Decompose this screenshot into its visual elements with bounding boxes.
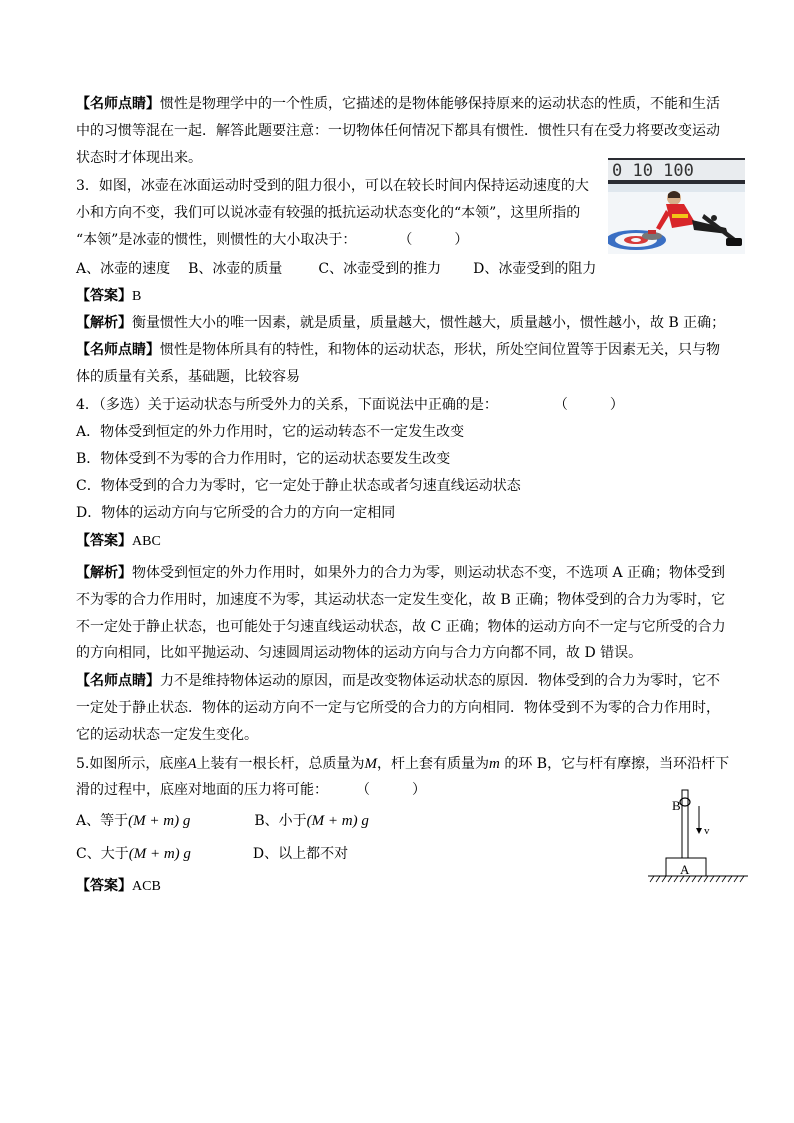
- q3-answer: 【答案】B: [76, 288, 142, 304]
- q3-option-d: D、冰壶受到的阻力: [473, 261, 597, 277]
- q3-option-b: B、冰壶的质量: [188, 261, 283, 277]
- tip-paragraph-line-2: 中的习惯等混在一起．解答此题要注意：一切物体任何情况下都具有惯性．惯性只有在受力将要改变运动: [76, 123, 720, 139]
- tip-label: 【名师点睛】: [76, 96, 160, 112]
- q4-stem: 4．（多选）关于运动状态与所受外力的关系，下面说法中正确的是： （ ）: [76, 397, 624, 413]
- q3-option-c: C、冰壶受到的推力: [318, 261, 442, 277]
- q5-option-c: C、大于(M + m) g: [76, 846, 191, 862]
- q3-stem-line-2: 小和方向不变，我们可以说冰壶有较强的抵抗运动状态变化的“本领”，这里所指的: [76, 205, 581, 221]
- q3-option-a: A、冰壶的速度: [76, 261, 171, 277]
- q5-options-row-1: [76, 811, 369, 831]
- q3-answer-bracket: （ ）: [405, 232, 469, 248]
- curling-photo: [608, 158, 745, 254]
- base-label: A: [680, 862, 690, 877]
- ring-label: B: [672, 798, 681, 813]
- q3-stem-line-1: 3．如图，冰壶在冰面运动时受到的阻力很小，可以在较长时间内保持运动速度的大: [76, 178, 589, 194]
- q5-option-d: D、以上都不对: [252, 846, 349, 862]
- tip-paragraph-line-1: 【名师点睛】惯性是物理学中的一个性质，它描述的是物体能够保持原来的运动状态的性质，不能和生活: [76, 96, 720, 112]
- rod-ring-diagram: [644, 786, 754, 886]
- q3-options: [76, 259, 596, 279]
- q5-answer-bracket: （ ）: [363, 782, 426, 798]
- q4-tip-line-1: 【名师点睛】力不是维持物体运动的原因，而是改变物体运动状态的原因．物体受到的合力为零时，它不: [76, 673, 720, 689]
- q4-tip-line-3: 它的运动状态一定发生变化。: [76, 727, 258, 743]
- q4-analysis-line-2: 不为零的合力作用时，加速度不为零，其运动状态一定发生变化，故 B 正确；物体受到的合力为零时，它: [76, 592, 726, 608]
- q5-options-row-2: [76, 844, 348, 864]
- q4-option-d: D．物体的运动方向与它所受的合力的方向一定相同: [76, 505, 396, 521]
- q3-tip-line-1: 【名师点睛】惯性是物体所具有的特性，和物体的运动状态，形状，所处空间位置等于因素无关，只与物: [76, 342, 720, 358]
- q5-answer: 【答案】ACB: [76, 878, 161, 894]
- tip-paragraph-line-3: 状态时才体现出来。: [76, 150, 202, 166]
- q4-analysis-line-3: 不一定处于静止状态，也可能处于匀速直线运动状态，故 C 正确；物体的运动方向不一定与它所受的合力: [76, 619, 726, 635]
- q4-analysis-line-1: 【解析】物体受到恒定的外力作用时，如果外力的合力为零，则运动状态不变，不选项 A 正确；物体受到: [76, 565, 726, 581]
- q5-stem-line-2: 滑的过程中，底座对地面的压力将可能： （ ）: [76, 782, 426, 798]
- q4-answer: 【答案】ABC: [76, 533, 161, 549]
- scoreboard-text: 0 10 100: [612, 161, 694, 181]
- q5-stem-line-1: 5.如图所示，底座A上装有一根长杆，总质量为M，杆上套有质量为m 的环 B，它与杆有摩擦，当环沿杆下: [76, 756, 730, 772]
- q3-stem-line-3: “本领”是冰壶的惯性，则惯性的大小取决于： （ ）: [76, 232, 469, 248]
- q4-answer-bracket: （ ）: [560, 397, 624, 413]
- q5-option-b: B、小于(M + m) g: [254, 813, 369, 829]
- q4-analysis-line-4: 的方向相同，比如平抛运动、匀速圆周运动物体的运动方向与合力方向都不同，故 D 错误。: [76, 645, 643, 661]
- q4-option-c: C．物体受到的合力为零时，它一定处于静止状态或者匀速直线运动状态: [76, 478, 521, 494]
- q3-tip-line-2: 体的质量有关系，基础题，比较容易: [76, 369, 300, 385]
- q4-option-b: B．物体受到不为零的合力作用时，它的运动状态要发生改变: [76, 451, 451, 467]
- q5-option-a: A、等于(M + m) g: [76, 813, 191, 829]
- velocity-label: v: [704, 825, 710, 837]
- q4-tip-line-2: 一定处于静止状态．物体的运动方向不一定与它所受的合力的方向相同．物体受到不为零的合力作用时，: [76, 700, 720, 716]
- q4-option-a: A．物体受到恒定的外力作用时，它的运动转态不一定发生改变: [76, 424, 465, 440]
- q3-analysis: 【解析】衡量惯性大小的唯一因素，就是质量，质量越大，惯性越大，质量越小，惯性越小，故 B 正确；: [76, 315, 726, 331]
